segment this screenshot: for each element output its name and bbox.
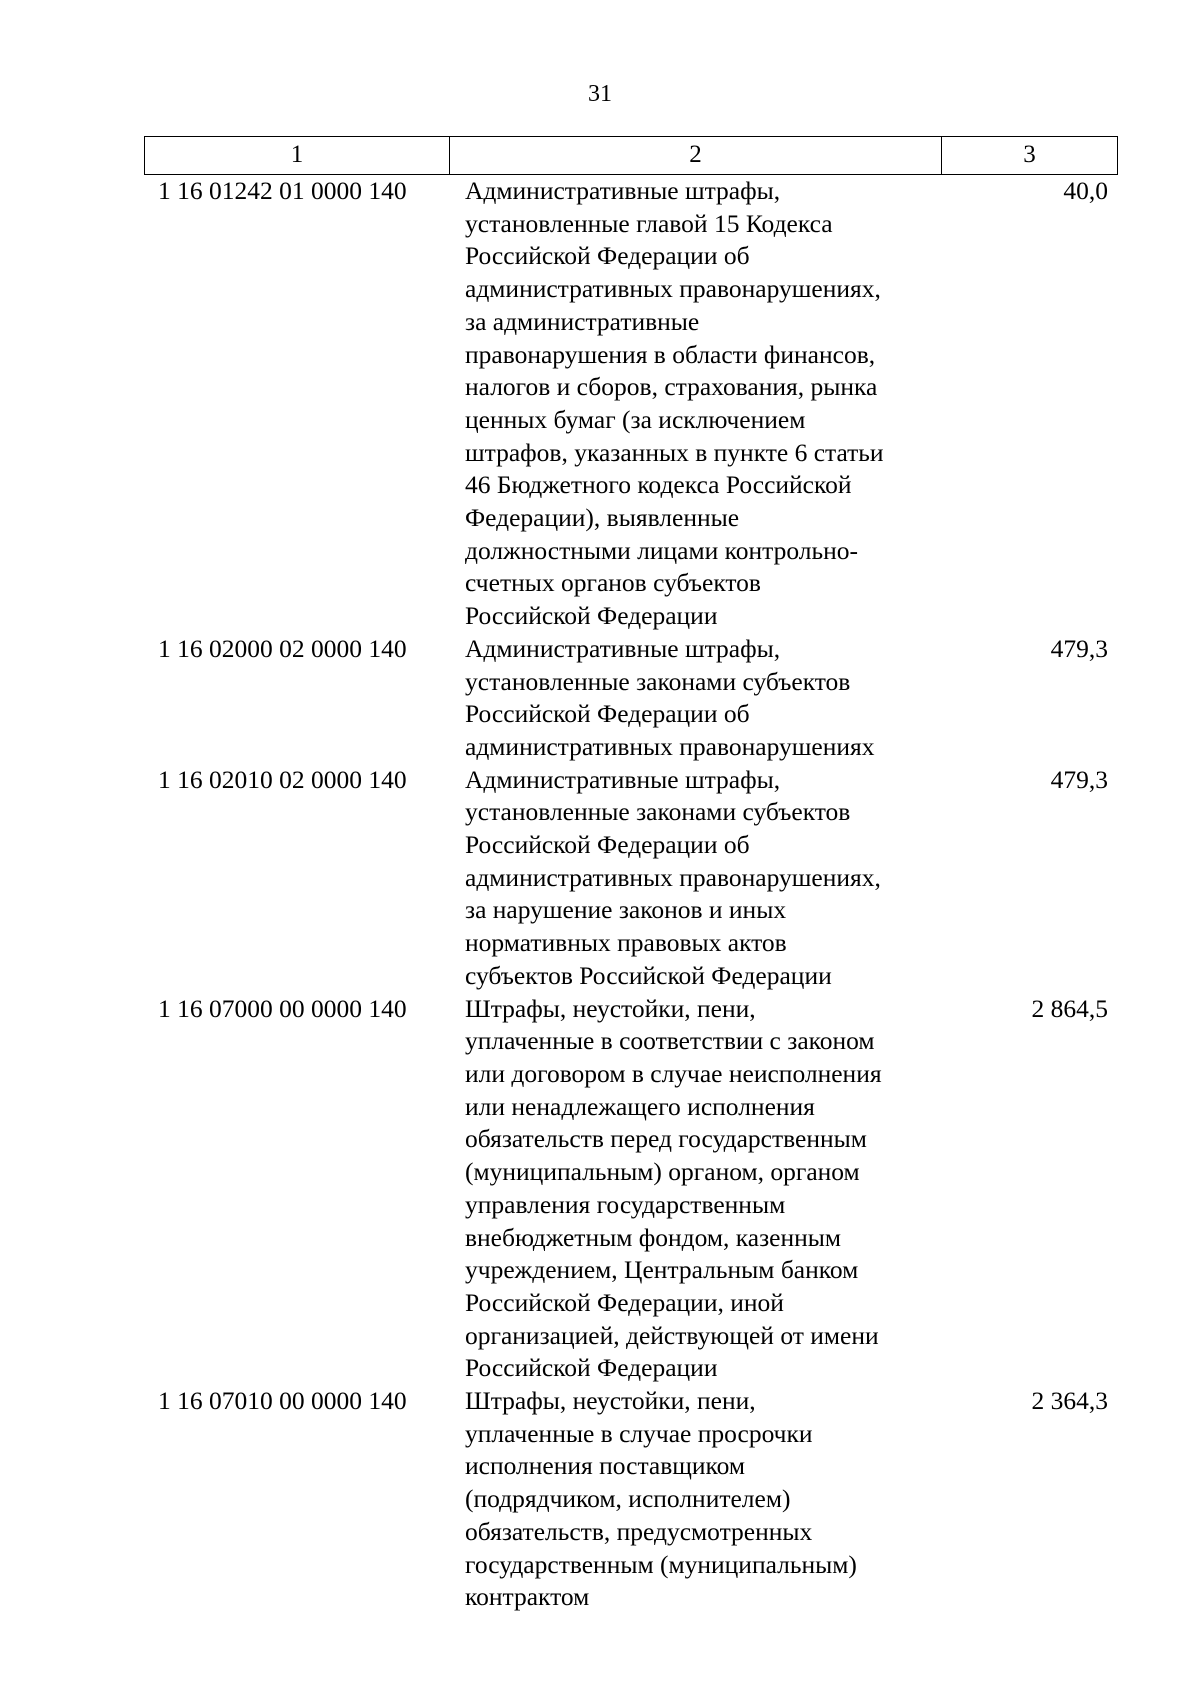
description-line: управления государственным [465,1189,786,1219]
table-row [144,1385,1118,1614]
table-row [144,175,1118,633]
description-line: Российской Федерации об [465,830,750,860]
row-description [449,1385,941,1614]
row-amount: 479,3 [1050,764,1108,794]
row-amount: 2 864,5 [1031,993,1108,1023]
row-amount: 40,0 [1063,176,1108,205]
description-line: налогов и сборов, страхования, рынка [465,372,878,402]
description-line: Российской Федерации, иной [465,1287,784,1317]
description-line: Штрафы, неустойки, пени, [465,1386,756,1416]
column-header-2: 2 [450,137,942,174]
description-line: установленные главой 15 Кодекса [465,208,833,238]
description-line: обязательств, предусмотренных [465,1516,813,1546]
description-line: за нарушение законов и иных [465,895,787,925]
description-line: установленные законами субъектов [465,797,851,827]
description-line: учреждением, Центральным банком [465,1255,859,1285]
row-description [449,993,941,1385]
description-line: или договором в случае неисполнения [465,1058,882,1088]
row-amount: 479,3 [1050,633,1108,663]
table-row [144,993,1118,1385]
table-row [144,764,1118,993]
description-line: административных правонарушениях [465,731,875,761]
description-line: Административные штрафы, [465,176,781,205]
description-line: Административные штрафы, [465,764,781,794]
description-line: Российской Федерации [465,1353,718,1383]
description-line: Российской Федерации [465,601,718,631]
budget-code: 1 16 07000 00 0000 140 [158,993,407,1023]
page-number: 31 [588,81,612,107]
table-body [144,175,1118,1614]
budget-code: 1 16 02000 02 0000 140 [158,633,407,663]
row-description [449,175,941,633]
description-line: Российской Федерации об [465,699,750,729]
budget-code: 1 16 01242 01 0000 140 [158,176,407,205]
description-line: правонарушения в области финансов, [465,339,876,369]
description-line: нормативных правовых актов [465,928,787,958]
description-line: за административные [465,306,700,336]
table-header-row [144,136,1118,175]
description-line: административных правонарушениях, [465,274,881,304]
description-line: (подрядчиком, исполнителем) [465,1484,791,1514]
description-line: исполнения поставщиком [465,1451,746,1481]
description-line: 46 Бюджетного кодекса Российской [465,470,852,500]
description-line: Административные штрафы, [465,633,781,663]
column-header-1: 1 [145,137,450,174]
description-line: государственным (муниципальным) [465,1549,857,1579]
row-description [449,633,941,764]
description-line: должностными лицами контрольно- [465,535,859,565]
description-line: Штрафы, неустойки, пени, [465,993,756,1023]
description-line: установленные законами субъектов [465,666,851,696]
budget-code: 1 16 07010 00 0000 140 [158,1386,407,1416]
budget-code: 1 16 02010 02 0000 140 [158,764,407,794]
description-line: штрафов, указанных в пункте 6 статьи [465,437,884,467]
row-amount: 2 364,3 [1031,1386,1108,1416]
description-line: контрактом [465,1582,590,1612]
description-line: обязательств перед государственным [465,1124,867,1154]
description-line: Федерации), выявленные [465,503,740,533]
description-line: ценных бумаг (за исключением [465,404,806,434]
description-line: счетных органов субъектов [465,568,761,598]
description-line: субъектов Российской Федерации [465,960,832,990]
row-description [449,764,941,993]
description-line: организацией, действующей от имени [465,1320,879,1350]
description-line: или ненадлежащего исполнения [465,1091,815,1121]
description-line: административных правонарушениях, [465,862,881,892]
description-line: (муниципальным) органом, органом [465,1157,860,1187]
column-header-3: 3 [1023,141,1036,168]
description-line: внебюджетным фондом, казенным [465,1222,842,1252]
description-line: уплаченные в соответствии с законом [465,1026,875,1056]
description-line: Российской Федерации об [465,241,750,271]
description-line: уплаченные в случае просрочки [465,1418,813,1448]
table-row [144,633,1118,764]
